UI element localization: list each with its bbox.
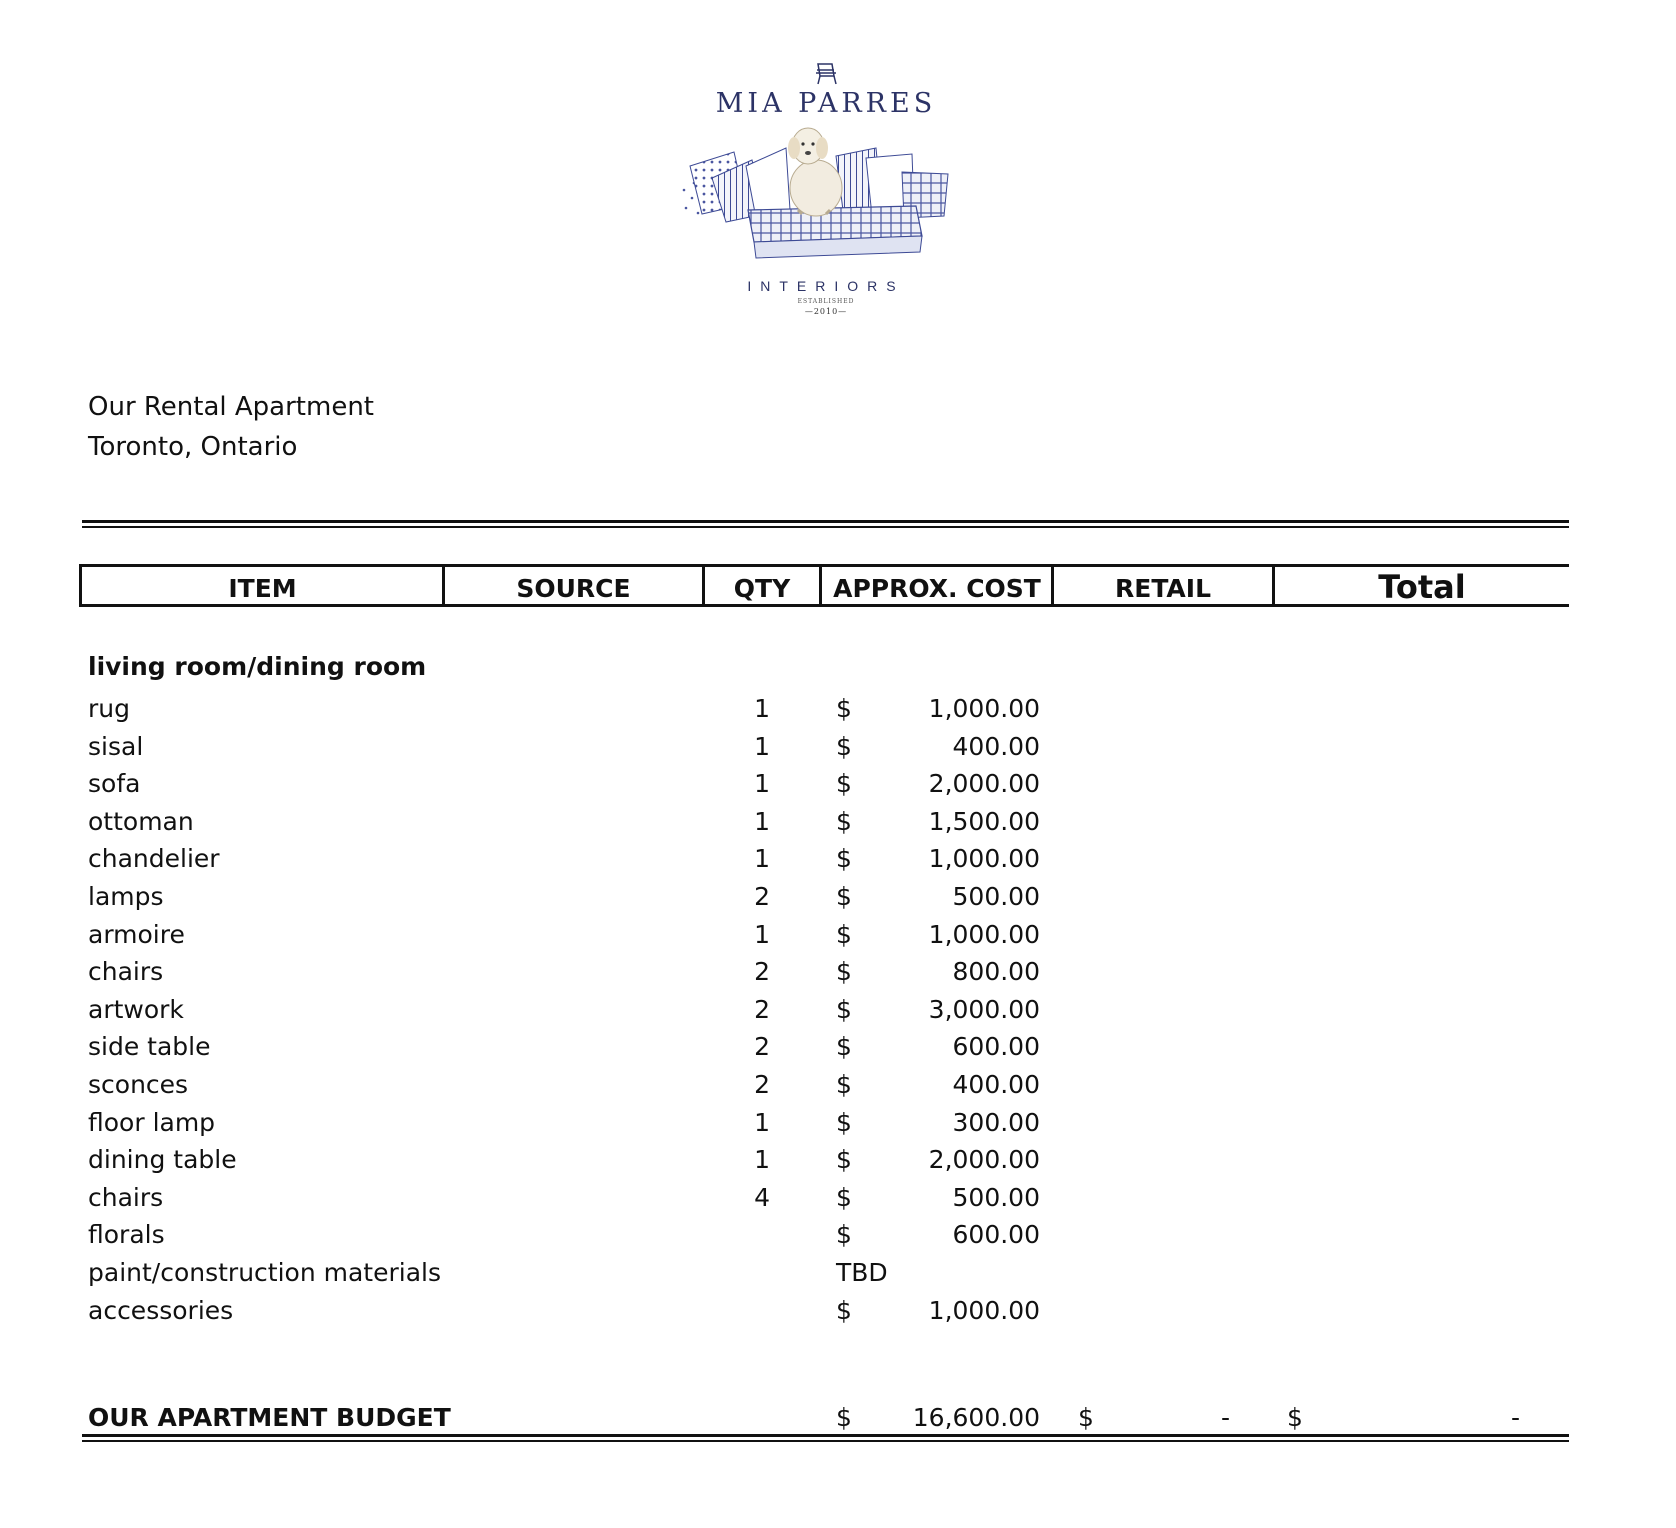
section-title: living room/dining room [88, 652, 427, 681]
brand-subtitle: INTERIORS [747, 278, 905, 294]
row-cost: 300.00 [952, 1108, 1040, 1137]
row-cost: 1,500.00 [928, 807, 1040, 836]
budget-retail: - [1220, 1403, 1230, 1432]
budget-total: - [1510, 1403, 1520, 1432]
budget-underline [82, 1440, 1569, 1442]
row-currency: $ [836, 694, 852, 723]
table-row [0, 1292, 1676, 1329]
table-row [0, 991, 1676, 1028]
row-qty: 2 [754, 882, 770, 911]
row-item: dining table [88, 1145, 237, 1174]
row-item: armoire [88, 920, 185, 949]
row-item: chairs [88, 1183, 164, 1212]
row-item: sconces [88, 1070, 189, 1099]
table-row [0, 728, 1676, 765]
brand-name: MIA PARRES [715, 88, 937, 119]
row-currency: TBD [836, 1258, 888, 1287]
row-qty: 1 [754, 807, 770, 836]
row-currency: $ [836, 957, 852, 986]
header-retail: RETAIL [1114, 574, 1212, 603]
row-item: lamps [88, 882, 164, 911]
row-currency: $ [836, 1108, 852, 1137]
row-item: side table [88, 1032, 211, 1061]
row-item: accessories [88, 1296, 234, 1325]
header-item: ITEM [228, 574, 297, 603]
brand-established: ESTABLISHED [797, 298, 855, 305]
budget-label: OUR APARTMENT BUDGET [88, 1403, 451, 1432]
header-source: SOURCE [516, 574, 631, 603]
row-currency: $ [836, 1220, 852, 1249]
row-currency: $ [836, 995, 852, 1024]
address-line-1: Our Rental Apartment [88, 392, 374, 422]
row-currency: $ [836, 769, 852, 798]
row-item: ottoman [88, 807, 194, 836]
row-item: sisal [88, 732, 144, 761]
row-cost: 2,000.00 [928, 769, 1040, 798]
table-row [0, 916, 1676, 953]
table-row [0, 953, 1676, 990]
row-cost: 3,000.00 [928, 995, 1040, 1024]
row-cost: 1,000.00 [928, 844, 1040, 873]
header-total: Total [1378, 568, 1466, 606]
row-qty: 1 [754, 769, 770, 798]
row-item: rug [88, 694, 130, 723]
row-currency: $ [836, 920, 852, 949]
budget-cost: 16,600.00 [912, 1403, 1040, 1432]
table-row [0, 1066, 1676, 1103]
row-cost: 600.00 [952, 1032, 1040, 1061]
divider [82, 520, 1569, 523]
row-qty: 4 [754, 1183, 770, 1212]
table-row [0, 1254, 1676, 1291]
row-currency: $ [836, 1032, 852, 1061]
row-cost: 600.00 [952, 1220, 1040, 1249]
table-header [82, 564, 1569, 607]
row-currency: $ [836, 807, 852, 836]
row-qty: 1 [754, 1108, 770, 1137]
table-row [0, 878, 1676, 915]
row-qty: 1 [754, 694, 770, 723]
table-row [0, 765, 1676, 802]
row-item: chandelier [88, 844, 220, 873]
budget-cost-currency: $ [836, 1403, 852, 1432]
row-qty: 2 [754, 1070, 770, 1099]
row-currency: $ [836, 1183, 852, 1212]
table-row [0, 1104, 1676, 1141]
row-item: florals [88, 1220, 165, 1249]
table-row [0, 1179, 1676, 1216]
divider [82, 526, 1569, 528]
row-currency: $ [836, 732, 852, 761]
row-cost: 400.00 [952, 732, 1040, 761]
row-qty: 2 [754, 1032, 770, 1061]
row-currency: $ [836, 1070, 852, 1099]
row-currency: $ [836, 1296, 852, 1325]
budget-underline [82, 1434, 1569, 1437]
chair-icon [812, 60, 840, 86]
header-qty: QTY [733, 574, 791, 603]
row-qty: 1 [754, 844, 770, 873]
budget-retail-currency: $ [1078, 1403, 1094, 1432]
row-cost: 1,000.00 [928, 1296, 1040, 1325]
row-item: artwork [88, 995, 184, 1024]
table-row [0, 803, 1676, 840]
row-item: paint/construction materials [88, 1258, 441, 1287]
table-row [0, 1028, 1676, 1065]
row-item: sofa [88, 769, 141, 798]
table-row [0, 1216, 1676, 1253]
row-qty: 1 [754, 1145, 770, 1174]
dog-on-sofa-illustration [676, 118, 976, 268]
row-item: chairs [88, 957, 164, 986]
row-qty: 1 [754, 920, 770, 949]
address-line-2: Toronto, Ontario [88, 432, 298, 462]
table-row [0, 690, 1676, 727]
header-approx-cost: APPROX. COST [833, 574, 1041, 603]
row-cost: 1,000.00 [928, 694, 1040, 723]
row-cost: 500.00 [952, 882, 1040, 911]
brand-year: —2010— [804, 307, 848, 316]
row-currency: $ [836, 1145, 852, 1174]
table-row [0, 1141, 1676, 1178]
row-cost: 1,000.00 [928, 920, 1040, 949]
row-qty: 1 [754, 732, 770, 761]
row-cost: 400.00 [952, 1070, 1040, 1099]
table-row [0, 840, 1676, 877]
row-cost: 500.00 [952, 1183, 1040, 1212]
row-qty: 2 [754, 995, 770, 1024]
brand-logo [676, 58, 976, 328]
row-qty: 2 [754, 957, 770, 986]
row-item: floor lamp [88, 1108, 216, 1137]
row-cost: 800.00 [952, 957, 1040, 986]
row-currency: $ [836, 882, 852, 911]
row-currency: $ [836, 844, 852, 873]
budget-total-currency: $ [1287, 1403, 1303, 1432]
row-cost: 2,000.00 [928, 1145, 1040, 1174]
